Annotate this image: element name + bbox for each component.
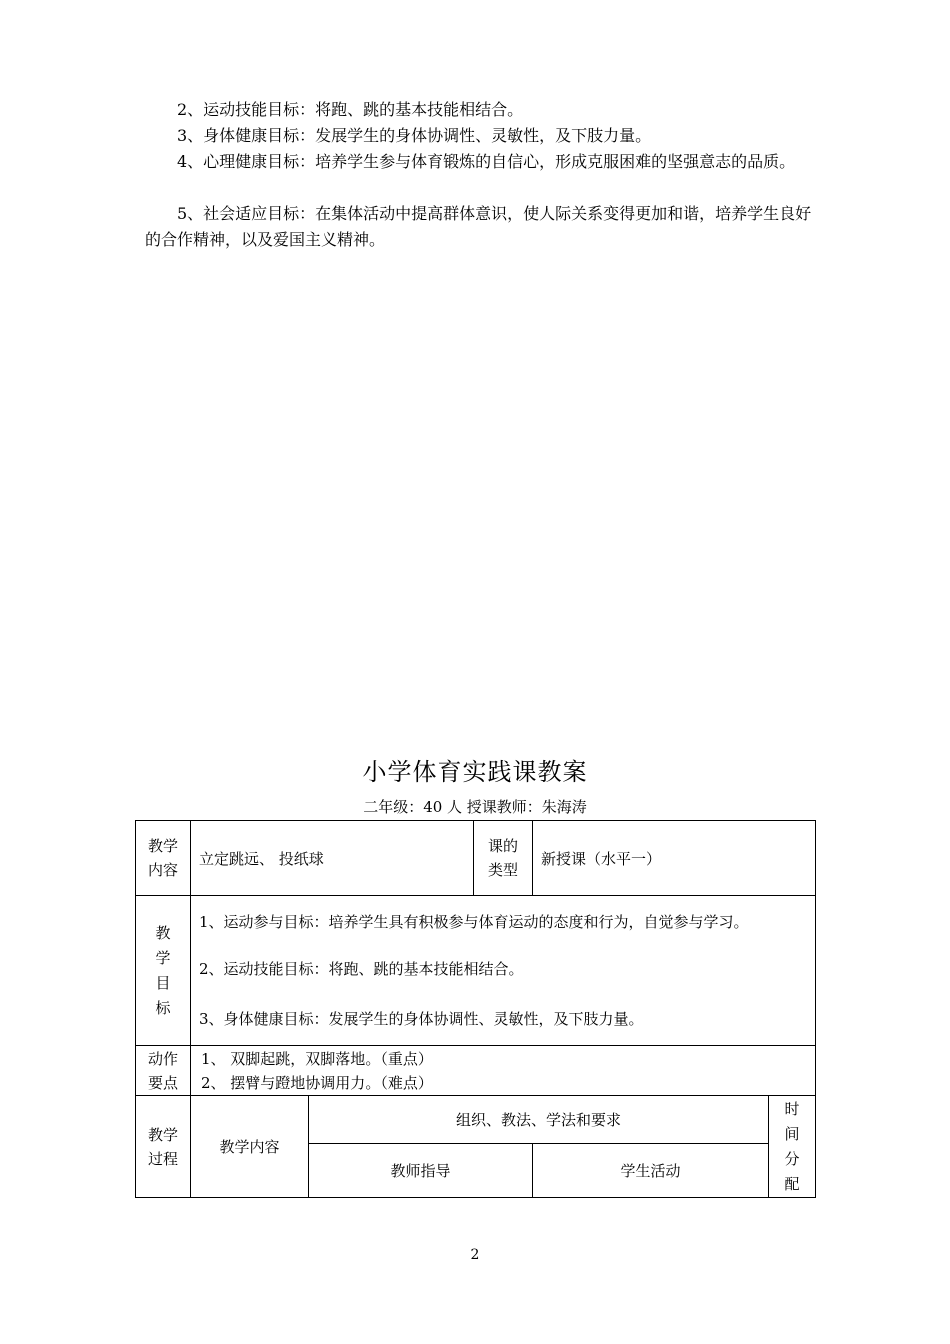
keypoints-label-cell	[136, 1046, 191, 1096]
page-number: 2	[470, 1247, 480, 1263]
type-value: 新授课（水平一）	[533, 821, 816, 896]
goal-item: 1、运动参与目标：培养学生具有积极参与体育运动的态度和行为，自觉参与学习。	[199, 913, 749, 931]
keypoints-label: 动作 要点	[147, 1049, 178, 1092]
paragraph-social-goal: 5、社会适应目标：在集体活动中提高群体意识，使人际关系变得更加和谐，培养学生良好的合作精神，以及爱国主义精神。	[145, 204, 812, 249]
content-value: 立定跳远、 投纸球	[191, 821, 474, 896]
paragraph-health-goal: 3、身体健康目标：发展学生的身体协调性、灵敏性，及下肢力量。	[177, 126, 652, 145]
process-label-cell	[136, 1096, 191, 1198]
type-label-cell	[474, 821, 533, 896]
goals-label: 教 学 目 标	[136, 896, 191, 1046]
content-label-cell	[136, 821, 191, 896]
process-label: 教学 过程	[147, 1125, 178, 1168]
keypoints-cell	[191, 1046, 816, 1096]
lesson-subtitle: 二年级：40 人 授课教师：朱海涛	[363, 798, 587, 816]
keypoint-item: 1、 双脚起跳，双脚落地。（重点）	[201, 1049, 433, 1068]
process-org-header: 组织、教法、学法和要求	[309, 1096, 769, 1144]
process-content-header: 教学内容	[191, 1096, 309, 1198]
content-label: 教学 内容	[147, 837, 178, 879]
time-header: 时 间 分 配	[769, 1096, 816, 1198]
student-activity-header: 学生活动	[533, 1144, 769, 1198]
goal-item: 2、运动技能目标：将跑、跳的基本技能相结合。	[199, 960, 524, 978]
lesson-plan-table	[135, 820, 816, 1198]
keypoint-item: 2、 摆臂与蹬地协调用力。（难点）	[201, 1073, 433, 1092]
paragraph-skill-goal: 2、运动技能目标：将跑、跳的基本技能相结合。	[177, 100, 524, 119]
type-label: 课的 类型	[487, 837, 518, 879]
lesson-title: 小学体育实践课教案	[362, 758, 588, 786]
goal-item: 3、身体健康目标：发展学生的身体协调性、灵敏性，及下肢力量。	[199, 1010, 644, 1028]
teacher-guidance-header: 教师指导	[309, 1144, 533, 1198]
paragraph-mental-goal: 4、心理健康目标：培养学生参与体育锻炼的自信心，形成克服困难的坚强意志的品质。	[177, 152, 796, 171]
goals-cell	[191, 896, 816, 1046]
